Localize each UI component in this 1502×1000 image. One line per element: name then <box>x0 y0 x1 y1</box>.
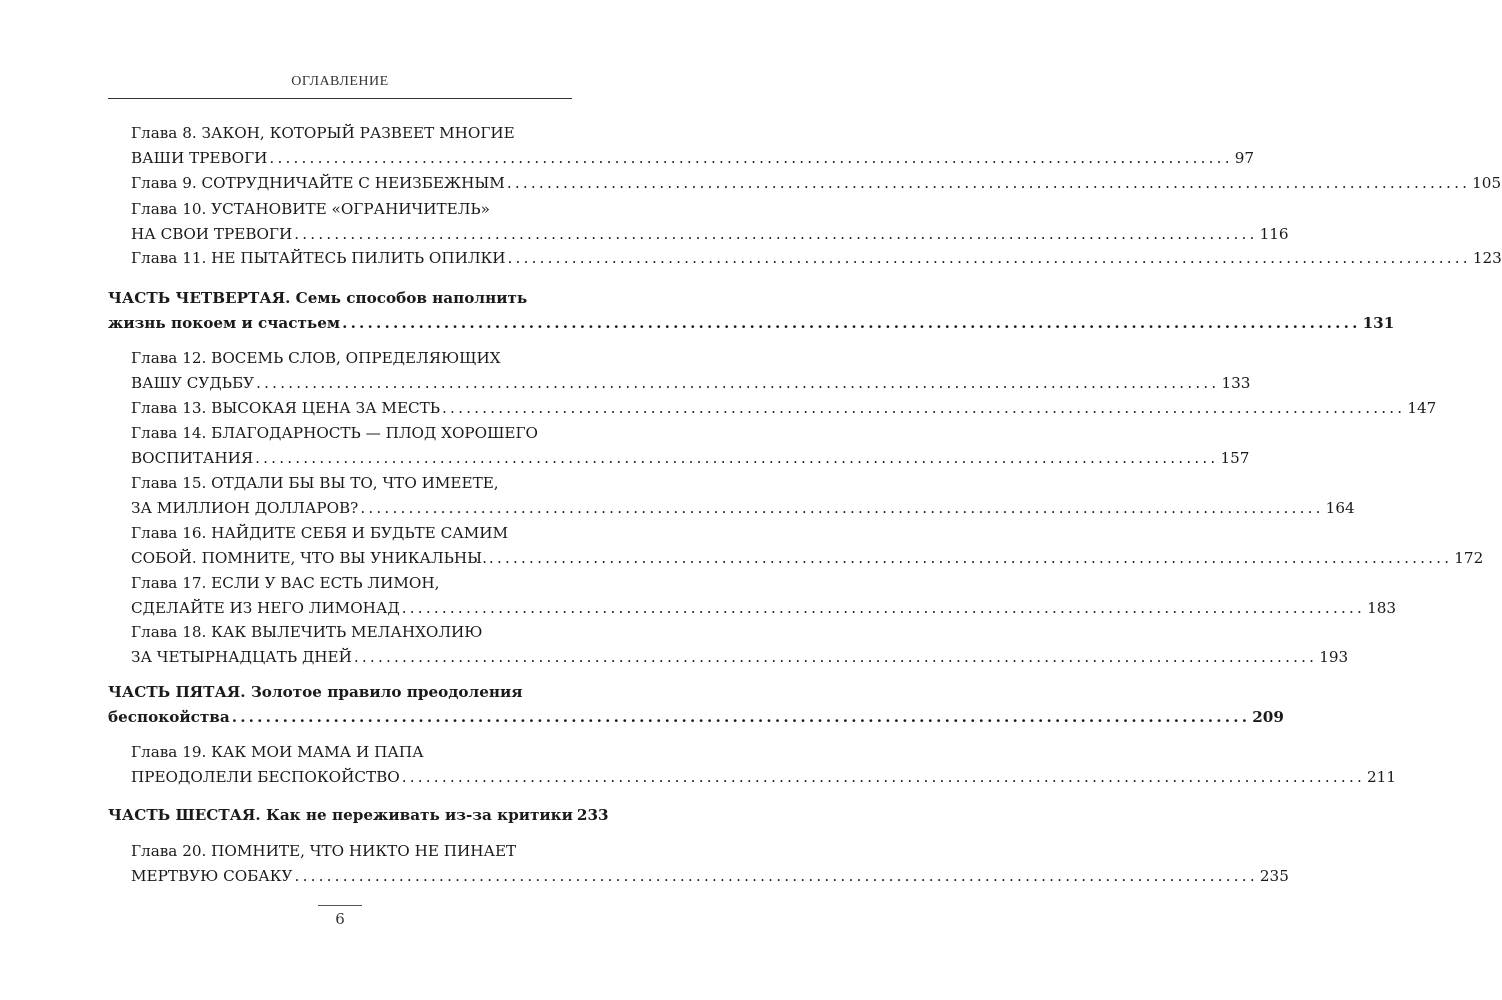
dot-leader: ........................................................................................................................ <box>231 708 1251 726</box>
entry-page-number: 209 <box>1252 708 1284 726</box>
entry-title-line: Глава 10. УСТАНОВИТЕ «ОГРАНИЧИТЕЛЬ» <box>131 200 490 218</box>
dot-leader: ........................................................................................................................ <box>342 314 1361 332</box>
entry-title-line: Глава 8. ЗАКОН, КОТОРЫЙ РАЗВЕЕТ МНОГИЕ <box>131 124 515 142</box>
entry-page-number: 233 <box>576 806 609 824</box>
entry-page-number: 97 <box>1234 149 1255 167</box>
entry-title-line: ВАШИ ТРЕВОГИ <box>131 149 268 167</box>
entry-last-line <box>131 371 1251 396</box>
dot-leader: ........................................................................................................................ <box>353 648 1318 666</box>
entry-page-number: 235 <box>1259 867 1289 885</box>
running-head: ОГЛАВЛЕНИЕ <box>291 74 389 89</box>
dot-leader: ........................................................................................................................ <box>360 499 1324 517</box>
folio-rule <box>318 905 362 906</box>
entry-title-line: ВАШУ СУДЬБУ <box>131 374 255 392</box>
toc-chapter-entry[interactable] <box>131 121 1255 171</box>
entry-title-line: Глава 20. ПОМНИТЕ, ЧТО НИКТО НЕ ПИНАЕТ <box>131 842 517 860</box>
entry-last-line <box>131 645 1349 670</box>
toc-part-entry[interactable] <box>108 286 1395 336</box>
entry-title-line: МЕРТВУЮ СОБАКУ <box>131 867 293 885</box>
entry-last-line <box>131 246 1502 271</box>
entry-title-line: Глава 12. ВОСЕМЬ СЛОВ, ОПРЕДЕЛЯЮЩИХ <box>131 349 501 367</box>
entry-title-line: ПРЕОДОЛЕЛИ БЕСПОКОЙСТВО <box>131 768 400 786</box>
toc-chapter-entry[interactable] <box>131 471 1355 521</box>
entry-title-line: Глава 11. НЕ ПЫТАЙТЕСЬ ПИЛИТЬ ОПИЛКИ <box>131 249 506 267</box>
entry-page-number: 211 <box>1367 768 1397 786</box>
dot-leader: ........................................................................................................................ <box>256 374 1220 392</box>
dot-leader: ........................................................................................................................ <box>507 249 1471 267</box>
entry-title-line: жизнь покоем и счастьем <box>108 314 341 332</box>
dot-leader: ........................................................................................................................ <box>401 599 1366 617</box>
entry-page-number: 193 <box>1319 648 1349 666</box>
toc-chapter-entry[interactable] <box>131 521 1484 571</box>
entry-page-number: 131 <box>1362 314 1395 332</box>
entry-last-line <box>131 446 1250 471</box>
dot-leader: ........................................................................................................................ <box>255 449 1219 467</box>
entry-page-number: 147 <box>1407 399 1437 417</box>
entry-title-line: ЗА ЧЕТЫРНАДЦАТЬ ДНЕЙ <box>131 648 352 666</box>
entry-last-line <box>131 171 1502 196</box>
entry-last-line <box>131 146 1255 171</box>
header-rule <box>108 98 572 99</box>
entry-last-line <box>131 396 1437 421</box>
toc-chapter-entry[interactable] <box>131 246 1502 271</box>
entry-page-number: 123 <box>1472 249 1502 267</box>
entry-last-line <box>131 596 1397 621</box>
dot-leader: ........................................................................................................................ <box>488 549 1453 567</box>
entry-page-number: 183 <box>1367 599 1397 617</box>
dot-leader: ........................................................................................................................ <box>294 867 1258 885</box>
toc-chapter-entry[interactable] <box>131 839 1289 889</box>
entry-page-number: 133 <box>1221 374 1251 392</box>
toc-chapter-entry[interactable] <box>131 571 1397 621</box>
toc-part-entry[interactable] <box>108 680 1284 730</box>
dot-leader: ........................................................................................................................ <box>401 768 1366 786</box>
entry-page-number: 116 <box>1259 225 1289 243</box>
entry-page-number: 164 <box>1325 499 1355 517</box>
entry-title-line: Глава 19. КАК МОИ МАМА И ПАПА <box>131 743 424 761</box>
toc-part-entry[interactable] <box>108 803 609 828</box>
toc-chapter-entry[interactable] <box>131 346 1251 396</box>
entry-last-line <box>131 222 1289 247</box>
dot-leader: ........................................................................................................................ <box>294 225 1258 243</box>
dot-leader: ........................................................................................................................ <box>442 399 1406 417</box>
entry-last-line <box>131 765 1397 790</box>
entry-last-line <box>108 311 1395 336</box>
toc-chapter-entry[interactable] <box>131 421 1250 471</box>
toc-chapter-entry[interactable] <box>131 197 1289 247</box>
entry-page-number: 172 <box>1454 549 1484 567</box>
dot-leader: ........................................................................................................................ <box>506 174 1471 192</box>
page-number: 6 <box>335 910 345 928</box>
toc-chapter-entry[interactable] <box>131 740 1397 790</box>
entry-title-line: Глава 15. ОТДАЛИ БЫ ВЫ ТО, ЧТО ИМЕЕТЕ, <box>131 474 499 492</box>
entry-title-line: Глава 16. НАЙДИТЕ СЕБЯ И БУДЬТЕ САМИМ <box>131 524 509 542</box>
entry-title-line: ЧАСТЬ ШЕСТАЯ. Как не переживать из-за критики <box>108 806 573 824</box>
toc-chapter-entry[interactable] <box>131 396 1437 421</box>
entry-title-line: беспокойства <box>108 708 230 726</box>
entry-title-line: Глава 13. ВЫСОКАЯ ЦЕНА ЗА МЕСТЬ <box>131 399 441 417</box>
entry-title-line: ЧАСТЬ ЧЕТВЕРТАЯ. Семь способов наполнить <box>108 289 528 307</box>
entry-last-line <box>131 496 1355 521</box>
dot-leader: ........................................................................................................................ <box>269 149 1233 167</box>
entry-title-line: СОБОЙ. ПОМНИТЕ, ЧТО ВЫ УНИКАЛЬНЫ. <box>131 549 487 567</box>
toc-chapter-entry[interactable] <box>131 620 1349 670</box>
entry-title-line: НА СВОИ ТРЕВОГИ <box>131 225 293 243</box>
entry-title-line: ЗА МИЛЛИОН ДОЛЛАРОВ? <box>131 499 359 517</box>
entry-page-number: 157 <box>1220 449 1250 467</box>
entry-last-line <box>131 864 1289 889</box>
entry-last-line <box>108 705 1284 730</box>
entry-title-line: Глава 14. БЛАГОДАРНОСТЬ — ПЛОД ХОРОШЕГО <box>131 424 539 442</box>
entry-title-line: ЧАСТЬ ПЯТАЯ. Золотое правило преодоления <box>108 683 523 701</box>
entry-title-line: СДЕЛАЙТЕ ИЗ НЕГО ЛИМОНАД <box>131 599 400 617</box>
entry-title-line: Глава 9. СОТРУДНИЧАЙТЕ С НЕИЗБЕЖНЫМ <box>131 174 505 192</box>
entry-page-number: 105 <box>1472 174 1502 192</box>
toc-chapter-entry[interactable] <box>131 171 1502 196</box>
entry-last-line <box>108 803 609 828</box>
entry-title-line: ВОСПИТАНИЯ <box>131 449 254 467</box>
entry-title-line: Глава 17. ЕСЛИ У ВАС ЕСТЬ ЛИМОН, <box>131 574 440 592</box>
entry-last-line <box>131 546 1484 571</box>
entry-title-line: Глава 18. КАК ВЫЛЕЧИТЬ МЕЛАНХОЛИЮ <box>131 623 483 641</box>
